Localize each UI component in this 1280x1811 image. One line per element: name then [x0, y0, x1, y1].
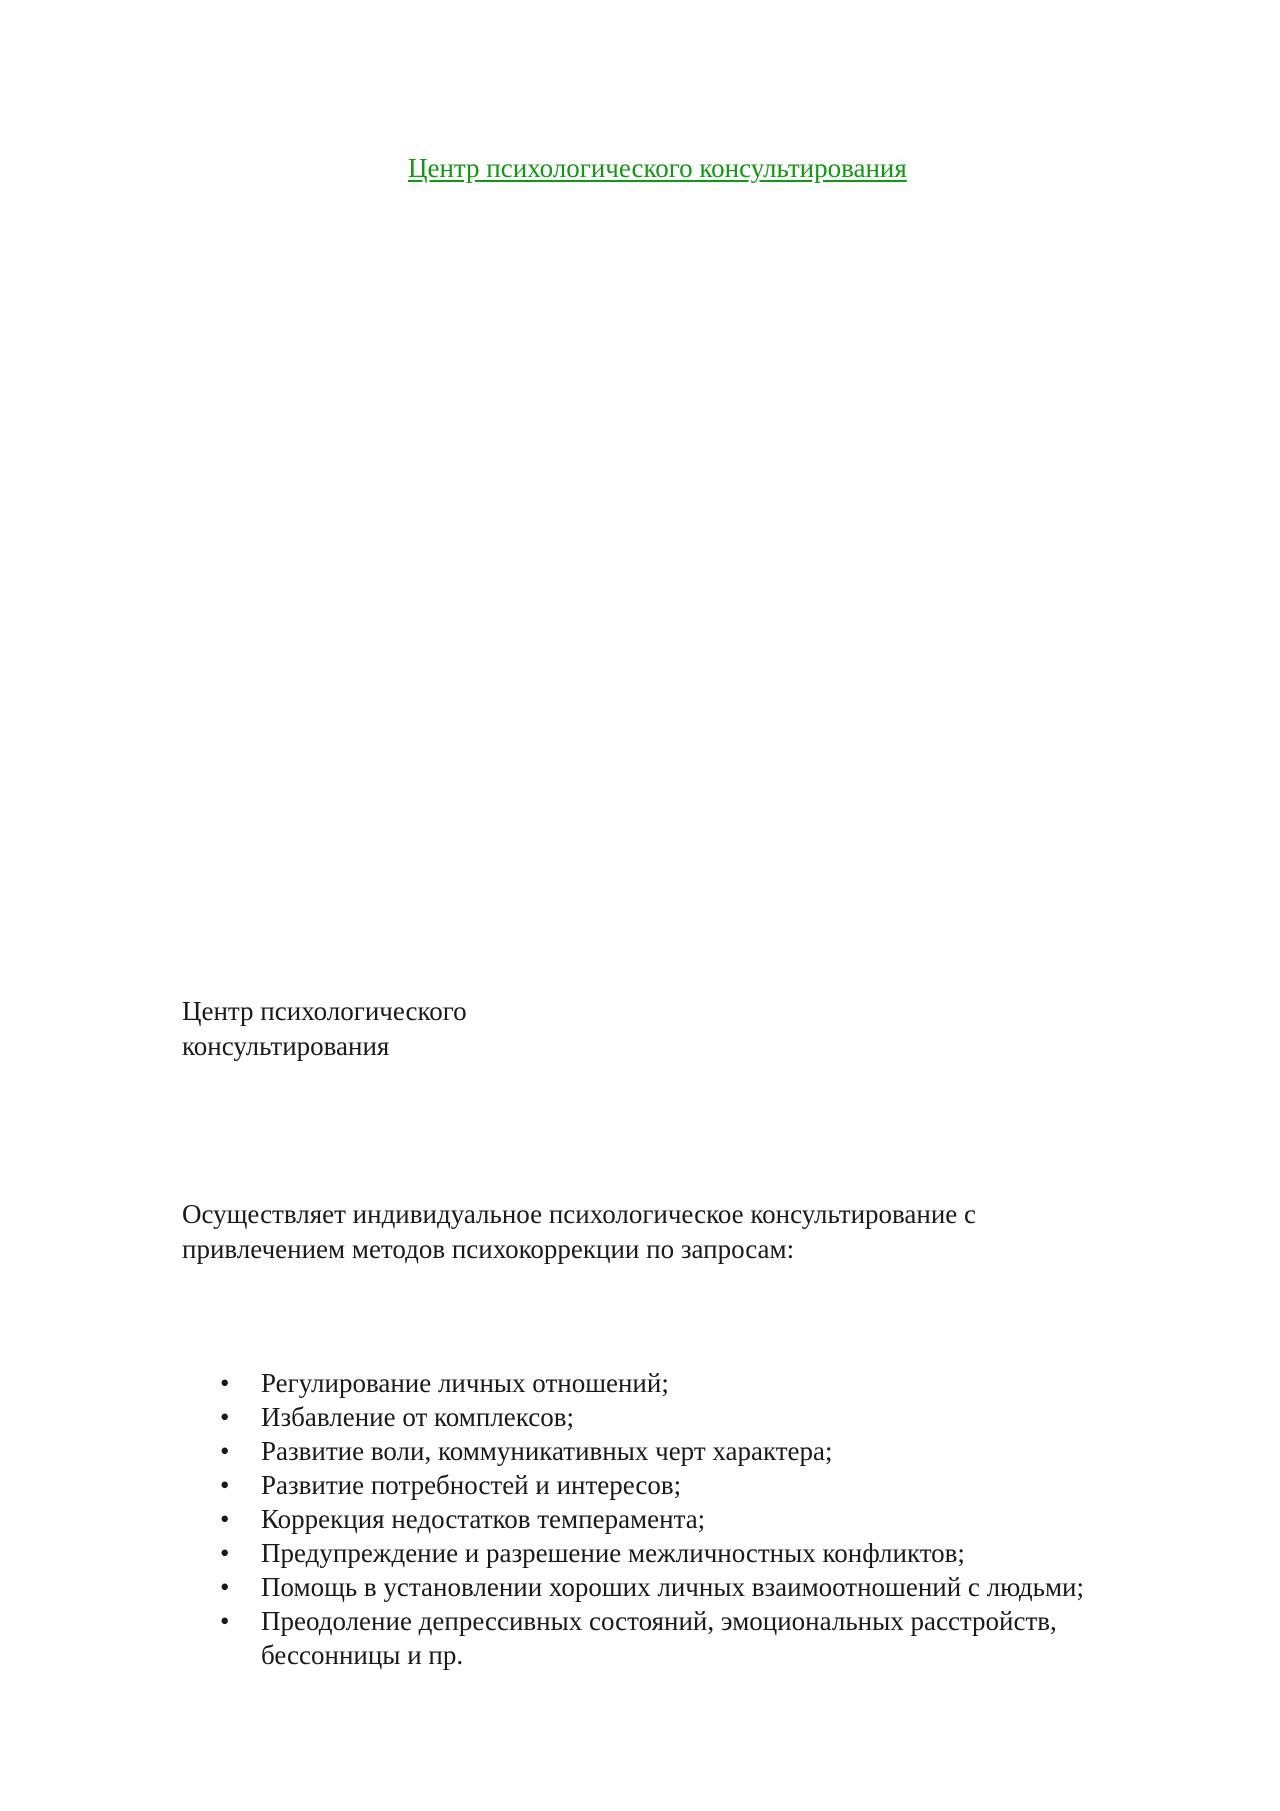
- list-item: [182, 1366, 1212, 1400]
- list-item-text: Развитие потребностей и интересов;: [261, 1470, 682, 1500]
- bullet-icon: •: [220, 1504, 230, 1534]
- list-item: [182, 1502, 1212, 1536]
- intro-paragraph: [182, 1197, 1102, 1267]
- list-item-text: Развитие воли, коммуникативных черт характера;: [261, 1436, 833, 1466]
- list-item-text: Избавление от комплексов;: [261, 1402, 574, 1432]
- list-item-text: Предупреждение и разрешение межличностных конфликтов;: [261, 1538, 965, 1568]
- center-heading: [182, 994, 562, 1064]
- intro-line: привлечением методов психокоррекции по запросам:: [182, 1234, 795, 1264]
- heading-line: консультирования: [182, 1031, 390, 1061]
- bullet-icon: •: [220, 1470, 230, 1500]
- list-item: [182, 1400, 1212, 1434]
- bullet-icon: •: [220, 1572, 230, 1602]
- list-item: [182, 1570, 1212, 1604]
- bullet-icon: •: [220, 1402, 230, 1432]
- list-item-text: бессонницы и пр.: [261, 1640, 464, 1670]
- heading-line: Центр психологического: [182, 996, 467, 1026]
- center-title-link[interactable]: Центр психологического консультирования: [408, 153, 907, 183]
- bullet-icon: •: [220, 1436, 230, 1466]
- list-item: [182, 1468, 1212, 1502]
- list-item-text: Регулирование личных отношений;: [261, 1368, 669, 1398]
- list-item: [182, 1434, 1212, 1468]
- list-item-text: Преодоление депрессивных состояний, эмоциональных расстройств,: [261, 1606, 1057, 1636]
- services-list: [182, 1366, 1212, 1672]
- bullet-icon: •: [220, 1538, 230, 1568]
- list-item-text: Коррекция недостатков темперамента;: [261, 1504, 706, 1534]
- bullet-icon: •: [220, 1368, 230, 1398]
- bullet-icon: •: [220, 1606, 230, 1636]
- intro-line: Осуществляет индивидуальное психологическое консультирование с: [182, 1199, 977, 1229]
- list-item: [182, 1604, 1212, 1672]
- list-item-text: Помощь в установлении хороших личных взаимоотношений с людьми;: [261, 1572, 1085, 1602]
- list-item: [182, 1536, 1212, 1570]
